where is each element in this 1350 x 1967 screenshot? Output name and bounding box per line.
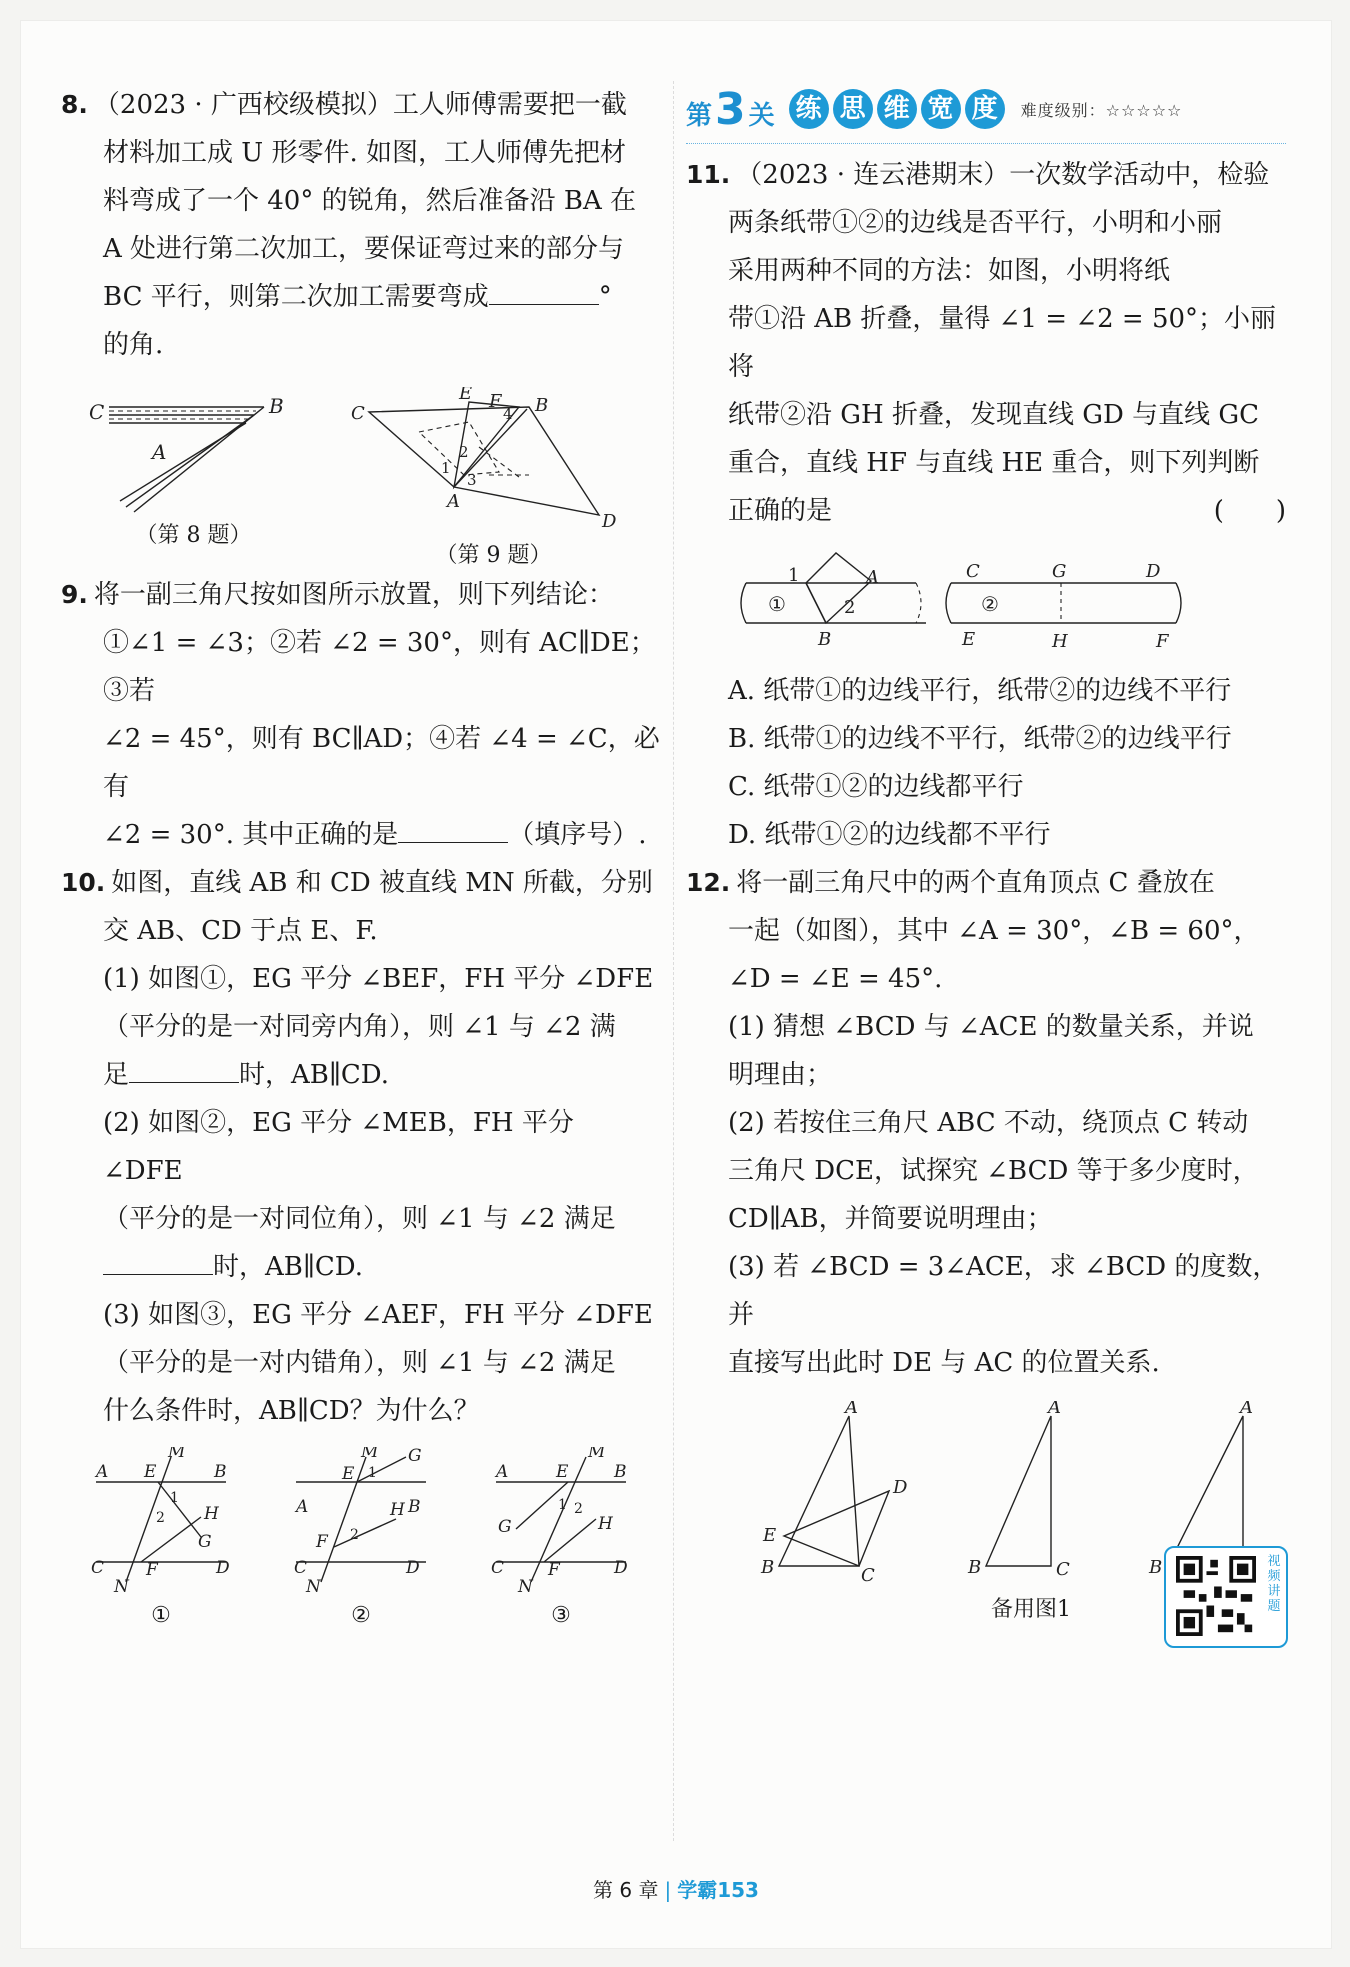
q10-p2-line-3: 时，AB∥CD.: [61, 1243, 661, 1291]
difficulty-rating: 难度级别：☆☆☆☆☆: [1020, 100, 1183, 120]
q10-figure-1: [86, 1447, 236, 1631]
q9-line-4: ∠2 = 30°. 其中正确的是 （填序号）.: [61, 811, 661, 859]
svg-text:A: A: [1047, 1401, 1061, 1418]
q10f2-label-b: B: [408, 1497, 421, 1517]
q12-figure-spare-1: [966, 1401, 1096, 1625]
svg-text:2: 2: [844, 597, 856, 618]
svg-text:C: C: [861, 1565, 876, 1586]
q10-p2-line-2: （平分的是一对同位角），则 ∠1 与 ∠2 满足: [103, 1204, 616, 1234]
q10f3-label-m: M: [588, 1447, 606, 1462]
q10-caption-3: ③: [551, 1603, 571, 1628]
q11-option-b[interactable]: B. 纸带①的边线不平行，纸带②的边线平行: [728, 724, 1232, 754]
q9-label-angle4: 4: [502, 405, 513, 423]
q10-number: 10.: [61, 868, 106, 897]
q9-caption: （第 9 题）: [435, 543, 552, 568]
svg-text:E: E: [763, 1525, 777, 1546]
q9-line-1: 9. 将一副三角尺按如图所示放置，则下列结论：: [61, 571, 661, 619]
svg-text:E: E: [962, 629, 976, 650]
svg-text:G: G: [1052, 561, 1067, 582]
q10f3-label-b: B: [614, 1462, 627, 1482]
q8-label-b: B: [268, 394, 284, 418]
svg-text:B: B: [818, 629, 832, 650]
footer-page-number: 153: [717, 1878, 759, 1902]
svg-text:A: A: [1239, 1401, 1253, 1418]
svg-text:1: 1: [788, 565, 800, 586]
q12-line-10: 直接写出此时 DE 与 AC 的位置关系.: [728, 1348, 1160, 1378]
svg-text:C: C: [966, 561, 980, 582]
q10f3-label-2: 2: [574, 1501, 583, 1517]
q12-line-7: 三角尺 DCE，试探究 ∠BCD 等于多少度时，: [728, 1156, 1259, 1186]
svg-text:B: B: [761, 1557, 775, 1578]
q10f1-label-h: H: [204, 1504, 219, 1524]
q11-line-4: 带①沿 AB 折叠，量得 ∠1 = ∠2 = 50°；小丽将: [728, 304, 1277, 382]
q10f1-label-c: C: [91, 1558, 105, 1578]
q10-p1-line-1: (1) 如图①，EG 平分 ∠BEF，FH 平分 ∠DFE: [103, 964, 654, 994]
q8-label-c: C: [88, 400, 104, 424]
q12-line-8: CD∥AB，并简要说明理由；: [728, 1204, 1053, 1234]
q10-p3-line-1: (3) 如图③，EG 平分 ∠AEF，FH 平分 ∠DFE: [103, 1300, 653, 1330]
q10f2-label-a: A: [296, 1497, 309, 1517]
q11-answer-paren[interactable]: ( ): [1213, 496, 1286, 526]
level-banner: [686, 81, 1296, 137]
q10f3-label-f: F: [548, 1560, 560, 1580]
svg-text:F: F: [1156, 631, 1169, 652]
q11-line-3: 采用两种不同的方法：如图，小明将纸: [728, 256, 1171, 286]
banner-underline: [686, 143, 1286, 144]
q9-diagram: [349, 387, 639, 537]
q10f1-label-e: E: [144, 1462, 157, 1482]
q10-p2-blank[interactable]: [103, 1244, 213, 1275]
q10f1-label-g: G: [198, 1532, 212, 1552]
q10f2-label-h: H: [390, 1500, 405, 1520]
q10-p1-line-3: 足 时，AB∥CD.: [61, 1051, 661, 1099]
svg-text:①: ①: [768, 592, 786, 616]
q11-line-7: 正确的是 ( ): [686, 487, 1296, 535]
video-qr-code[interactable]: [1164, 1546, 1288, 1648]
q8-answer-blank[interactable]: [489, 274, 599, 305]
q8-figure: [84, 387, 304, 551]
q12-caption-1: 备用图1: [990, 1597, 1071, 1622]
q10f3-label-h: H: [598, 1514, 613, 1534]
q8-line-5: BC 平行，则第二次加工需要弯成 °: [61, 273, 661, 321]
q9-label-d: D: [601, 511, 616, 532]
q11-line-6: 重合，直线 HF 与直线 HE 重合，则下列判断: [728, 448, 1260, 478]
q10f3-label-1: 1: [558, 1497, 567, 1513]
q9-figure: [349, 387, 639, 571]
right-column: [686, 81, 1296, 1625]
qr-caption: 视频讲题: [1267, 1554, 1281, 1614]
q8-line-2: 材料加工成 U 形零件. 如图，工人师傅先把材: [103, 138, 626, 168]
q10-diagram-2: [286, 1447, 436, 1597]
q10f1-label-n: N: [114, 1577, 129, 1597]
q9-label-b: B: [534, 395, 548, 416]
q8-label-a: A: [151, 440, 166, 464]
q12-line-1: 12. 将一副三角尺中的两个直角顶点 C 叠放在: [686, 859, 1296, 907]
page: [20, 20, 1332, 1949]
q8-line-1: 8. （2023 · 广西校级模拟）工人师傅需要把一截: [61, 81, 661, 129]
q9-answer-blank[interactable]: [398, 812, 508, 843]
q11-line-1: 11. （2023 · 连云港期末）一次数学活动中，检验: [686, 151, 1296, 199]
q10f1-label-1: 1: [170, 1490, 179, 1506]
q10f2-label-d: D: [406, 1558, 420, 1578]
svg-text:A: A: [845, 1401, 859, 1418]
svg-text:D: D: [893, 1477, 908, 1498]
q10-diagram-1: [86, 1447, 236, 1597]
column-divider: [673, 81, 674, 1841]
q9-number: 9.: [61, 580, 88, 609]
svg-text:B: B: [967, 1557, 982, 1578]
q10-p3-line-2: （平分的是一对内错角），则 ∠1 与 ∠2 满足: [103, 1348, 616, 1378]
q12-line-6: (2) 若按住三角尺 ABC 不动，绕顶点 C 转动: [728, 1108, 1249, 1138]
q9-label-c: C: [350, 403, 365, 424]
q12-line-5: 明理由；: [728, 1060, 833, 1090]
q9-label-angle3: 3: [466, 471, 477, 489]
q10-caption-1: ①: [151, 1603, 171, 1628]
q12-diagram-spare-1: [966, 1401, 1096, 1591]
q10-diagram-3: [486, 1447, 636, 1597]
q8-line-3: 料弯成了一个 40° 的锐角，然后准备沿 BA 在: [103, 186, 637, 216]
q10f2-label-c: C: [294, 1558, 308, 1578]
q12-diagram-main: [749, 1401, 919, 1591]
q12-figure-main: [749, 1401, 919, 1595]
q10f2-label-e: E: [342, 1464, 355, 1484]
q10f1-label-2: 2: [156, 1510, 165, 1526]
q12-line-2: 一起（如图），其中 ∠A = 30°，∠B = 60°，: [728, 916, 1260, 946]
q9-label-f: F: [488, 391, 501, 412]
svg-text:H: H: [1052, 631, 1068, 652]
q10f3-label-c: C: [491, 1558, 505, 1578]
q12-line-4: (1) 猜想 ∠BCD 与 ∠ACE 的数量关系，并说: [728, 1012, 1254, 1042]
footer-brand: 学霸: [677, 1878, 718, 1902]
q9-line-2: ①∠1 = ∠3；②若 ∠2 = 30°，则有 AC∥DE；③若: [103, 628, 656, 706]
q10-figures: [61, 1447, 661, 1631]
q8-caption: （第 8 题）: [135, 523, 252, 548]
svg-text:C: C: [1055, 1559, 1070, 1580]
q9-label-angle2: 2: [458, 443, 469, 461]
q8-diagram: [84, 387, 304, 517]
q10-p1-blank[interactable]: [129, 1052, 239, 1083]
q8-line-6: 的角.: [103, 330, 164, 360]
q11-line-5: 纸带②沿 GH 折叠，发现直线 GD 与直线 GC: [728, 400, 1260, 430]
q9-label-angle1: 1: [440, 459, 451, 477]
svg-text:B: B: [1148, 1557, 1162, 1578]
svg-text:D: D: [1146, 561, 1161, 582]
q10f2-label-1: 1: [368, 1465, 377, 1481]
q10f3-label-a: A: [496, 1462, 509, 1482]
svg-text:②: ②: [981, 592, 999, 616]
q10f1-label-a: A: [96, 1462, 109, 1482]
q11-figure: [686, 543, 1296, 667]
q10f1-label-d: D: [216, 1558, 230, 1578]
q10f1-label-b: B: [214, 1462, 227, 1482]
q10f2-label-f: F: [316, 1532, 328, 1552]
q8-line-4: A 处进行第二次加工，要保证弯过来的部分与: [103, 234, 625, 264]
footer-chapter: 第 6 章: [593, 1878, 659, 1902]
q10-caption-2: ②: [351, 1603, 371, 1628]
q10-p1-line-2: （平分的是一对同旁内角），则 ∠1 与 ∠2 满: [103, 1012, 616, 1042]
q8-q9-figures: [61, 387, 661, 571]
q10-line-1: 10. 如图，直线 AB 和 CD 被直线 MN 所截，分别: [61, 859, 661, 907]
q9-label-a: A: [446, 491, 460, 512]
left-column: [61, 81, 661, 1631]
q10f3-label-g: G: [498, 1517, 512, 1537]
qr-code-icon: [1176, 1556, 1256, 1636]
page-footer: [21, 1874, 1331, 1903]
q10f2-label-n: N: [306, 1577, 321, 1597]
q10f2-label-g: G: [408, 1447, 422, 1466]
q10-p3-line-3: 什么条件时，AB∥CD？为什么？: [103, 1396, 480, 1426]
level-label: 第3 关: [686, 83, 775, 135]
q10f2-label-m: M: [361, 1447, 379, 1462]
q11-number: 11.: [686, 160, 731, 189]
q9-line-3: ∠2 = 45°，则有 BC∥AD；④若 ∠4 = ∠C，必有: [103, 724, 660, 802]
q12-line-9: (3) 若 ∠BCD = 3∠ACE，求 ∠BCD 的度数，并: [728, 1252, 1279, 1330]
q10-line-2: 交 AB、CD 于点 E、F.: [103, 916, 378, 946]
q11-diagram: [726, 543, 1226, 663]
q10-figure-3: [486, 1447, 636, 1631]
svg-text:A: A: [866, 567, 879, 588]
q11-option-c[interactable]: C. 纸带①②的边线都平行: [728, 772, 1024, 802]
q8-number: 8.: [61, 90, 88, 119]
q10-p2-line-1: (2) 如图②，EG 平分 ∠MEB，FH 平分 ∠DFE: [103, 1108, 574, 1186]
q12-number: 12.: [686, 868, 731, 897]
q10f1-label-f: F: [146, 1560, 158, 1580]
banner-title: 练 思 维 宽 度: [789, 89, 1005, 129]
q10f3-label-d: D: [614, 1558, 628, 1578]
q10f2-label-2: 2: [350, 1527, 359, 1543]
q11-line-2: 两条纸带①②的边线是否平行，小明和小丽: [728, 208, 1223, 238]
q10f3-label-n: N: [518, 1577, 533, 1597]
q11-option-d[interactable]: D. 纸带①②的边线都不平行: [728, 820, 1051, 850]
footer-separator: |: [664, 1878, 672, 1902]
q11-option-a[interactable]: A. 纸带①的边线平行，纸带②的边线不平行: [728, 676, 1232, 706]
q10-figure-2: [286, 1447, 436, 1631]
q10f1-label-m: M: [168, 1447, 186, 1462]
q10f3-label-e: E: [556, 1462, 569, 1482]
q12-line-3: ∠D = ∠E = 45°.: [728, 964, 943, 994]
q9-label-e: E: [458, 387, 472, 404]
